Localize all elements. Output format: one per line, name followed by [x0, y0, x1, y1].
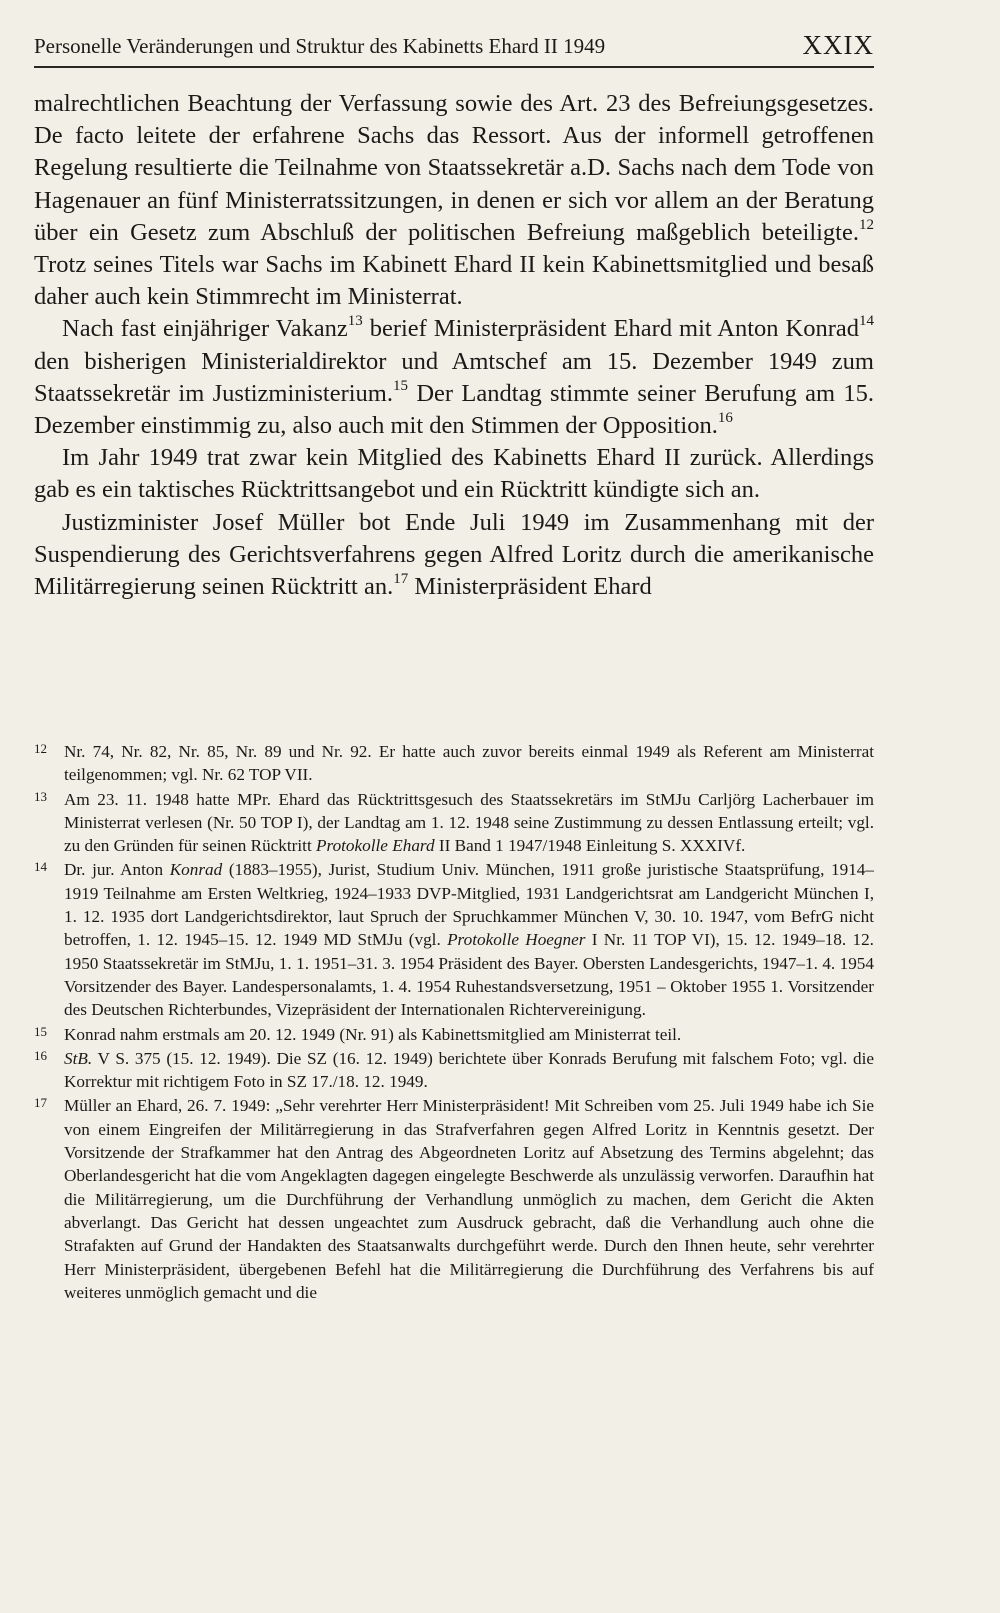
footnote-ref: 12	[859, 216, 874, 233]
footnote-number: 13	[34, 788, 47, 804]
footnote-number: 15	[34, 1023, 47, 1039]
footnote-text: Konrad nahm erstmals am 20. 12. 1949 (Nr. 91) als Kabinettsmitglied am Ministerrat teil.	[64, 1024, 682, 1044]
running-title: Personelle Veränderungen und Struktur des Kabinetts Ehard II 1949	[34, 34, 606, 58]
text-run: II Band 1 1947/1948 Einleitung S. XXXIVf.	[434, 836, 746, 856]
footnote-text	[64, 858, 874, 1021]
text-run: Trotz seines Titels war Sachs im Kabinett Ehard II kein Kabinettsmitglied und besaß daher auch kein Stimmrecht im Ministerrat.	[34, 251, 874, 311]
text-run: Ministerpräsident Ehard	[408, 573, 652, 601]
footnote-number: 12	[34, 741, 47, 756]
text-run: Justizminister Josef Müller bot Ende Juli 1949 im Zusammenhang mit der Suspendierung des Gerichtsverfahrens gegen Alfred Loritz durch die amerikanische Militärregierung seinen Rücktritt an.	[34, 508, 874, 601]
paragraph	[34, 442, 874, 506]
footnote-ref: 14	[859, 313, 874, 330]
footnote-16	[34, 1047, 874, 1094]
paragraph	[34, 88, 874, 313]
text-run: V S. 375 (15. 12. 1949). Die SZ (16. 12. 1949) berichtete über Konrads Berufung mit falschem Foto; vgl. die Korrektur mit richtigem Foto in SZ 17./18. 12. 1949.	[64, 1048, 874, 1092]
footnote-ref: 15	[392, 377, 408, 394]
footnote-13	[34, 788, 874, 858]
text-run: (1883–1955), Jurist, Studium Univ. München, 1911 große juristische Staatsprüfung, 1914–1919 Teilnahme am Ersten Weltkrieg, 1924–1933 DVP-Mitglied, 1931 Landgerichtsrat am Landgericht München I, 1. 12. 1935 dort Landgerichtsdirektor, laut Spruch der Spruchkammer München V, 30. 10. 1947, vom BefrG nicht betroffen, 1. 12. 1945–15. 12. 1949 MD StMJu (vgl.	[64, 860, 874, 950]
text-run: berief Ministerpräsident Ehard mit Anton Konrad	[362, 315, 859, 343]
text-run: Dr. jur. Anton	[64, 860, 170, 880]
italic-title: Protokolle Hoegner	[447, 930, 586, 950]
footnote-ref: 13	[347, 313, 363, 330]
italic-title: Protokolle Ehard	[316, 836, 435, 856]
paragraph	[34, 313, 874, 442]
footnote-text	[64, 788, 874, 858]
text-run: Am 23. 11. 1948 hatte MPr. Ehard das Rücktrittsgesuch des Staatssekretärs im StMJu Carljörg Lacherbauer im Ministerrat verlesen (Nr. 50 TOP I), der Landtag am 1. 12. 1948 seine Zustimmung zu dessen Entlassung erteilt; vgl. zu den Gründen für seinen Rücktritt	[64, 789, 874, 856]
italic-name: Konrad	[169, 860, 223, 880]
footnote-14	[34, 858, 874, 1021]
footnote-text: Nr. 74, Nr. 82, Nr. 85, Nr. 89 und Nr. 92. Er hatte auch zuvor bereits einmal 1949 als Referent am Ministerrat teilgenommen; vgl. Nr. 62 TOP VII.	[64, 742, 874, 785]
footnote-15	[34, 1023, 874, 1046]
footnote-ref: 17	[393, 570, 409, 587]
footnote-text	[64, 1047, 874, 1094]
page-number: XXIX	[802, 30, 874, 60]
footnote-number: 16	[34, 1047, 47, 1063]
text-run: I Nr. 11 TOP VI), 15. 12. 1949–18. 12. 1950 Staatssekretär im StMJu, 1. 1. 1951–31. 3. 1954 Präsident des Bayer. Obersten Landesgerichts, 1947–1. 4. 1954 Vorsitzender des Bayer. Landespersonalamts, 1. 4. 1954 Ruhestandsversetzung, 1951 – Oktober 1955 1. Vorsitzender des Deutschen Richterbundes, Vizepräsident der Internationalen Richtervereinigung.	[64, 930, 874, 1020]
footnote-17	[34, 1094, 874, 1304]
text-run: Nach fast einjähriger Vakanz	[62, 315, 348, 343]
main-text	[34, 88, 874, 603]
page-header	[34, 30, 874, 68]
footnote-text: Müller an Ehard, 26. 7. 1949: „Sehr verehrter Herr Ministerpräsident! Mit Schreiben vom 25. Juli 1949 habe ich Sie von einem Eingreifen der Militärregierung in das Strafverfahren gegen Alfred Loritz in Kenntnis gesetzt. Der Vorsitzende der Strafkammer hat den Antrag des Abgeordneten Loritz auf Absetzung des Termins abgelehnt; das Oberlandesgericht hat die vom Angeklagten dagegen eingelegte Beschwerde als unzulässig verworfen. Daraufhin hat die Militärregierung, um die Durchführung der Verhandlung unmöglich zu machen, dem Gericht die Akten abverlangt. Das Gericht hat dessen ungeachtet zum Ausdruck gebracht, daß die Verhandlung auch ohne die Strafakten auf Grund der Handakten des Staatsanwalts durchgeführt werde. Durch den Ihnen heute, sehr verehrter Herr Ministerpräsident, übergebenen Befehl hat die Militärregierung die Durchführung des Verfahrens bis auf weiteres unmöglich gemacht und die	[64, 1096, 874, 1302]
footnote-ref: 16	[717, 409, 733, 426]
italic-abbrev: StB.	[64, 1048, 93, 1068]
footnote-12	[34, 740, 874, 787]
text-run: Im Jahr 1949 trat zwar kein Mitglied des Kabinetts Ehard II zurück. Allerdings gab es ein taktisches Rücktrittsangebot und ein Rücktritt kündigte sich an.	[34, 444, 874, 504]
text-run: Der Landtag stimmte seiner Berufung am 15. Dezember einstimmig zu, also auch mit den Stimmen der Opposition.	[34, 379, 875, 440]
text-run: den bisherigen Ministerialdirektor und Amtschef am 15. Dezember 1949 zum Staatssekretär im Justizministerium.	[34, 347, 874, 407]
footnotes	[34, 740, 874, 1305]
text-run: malrechtlichen Beachtung der Verfassung sowie des Art. 23 des Befreiungsgesetzes. De facto leitete der erfahrene Sachs das Ressort. Aus der informell getroffenen Regelung resultierte die Teilnahme von Staatssekretär a.D. Sachs nach dem Tode von Hagenauer an fünf Ministerratssitzungen, in denen er sich vor allem an der Beratung über ein Gesetz zum Abschluß der politischen Befreiung maßgeblich beteiligte.	[34, 90, 874, 246]
footnote-number: 17	[34, 1095, 47, 1111]
footnote-number: 14	[34, 859, 47, 875]
paragraph	[34, 507, 874, 604]
